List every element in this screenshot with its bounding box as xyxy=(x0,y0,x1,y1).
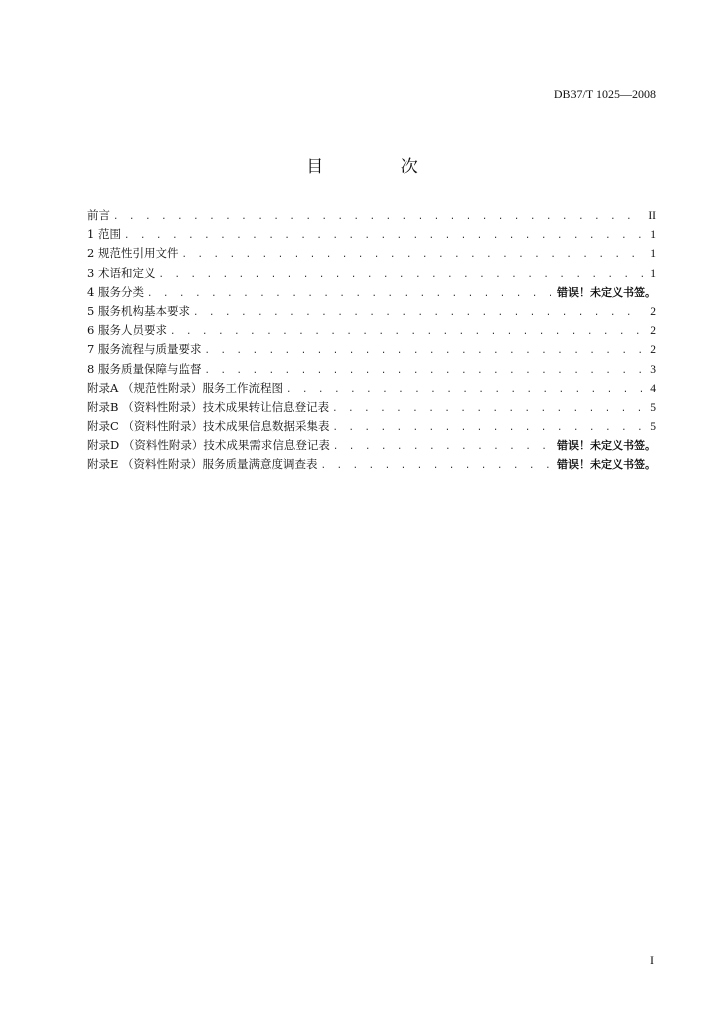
toc-entry-page: 1 xyxy=(650,248,656,261)
toc-entry-label: 6 服务人员要求 xyxy=(87,323,167,338)
toc-leader-dots xyxy=(170,323,644,342)
toc-leader-dots xyxy=(147,285,551,304)
toc-entry-label: 附录D （资料性附录）技术成果需求信息登记表 xyxy=(87,438,330,453)
toc-entry-appendix-a[interactable] xyxy=(87,379,656,398)
toc-entry-terms-definitions[interactable] xyxy=(87,264,656,283)
toc-entry-page: 5 xyxy=(650,421,656,434)
toc-entry-label: 3 术语和定义 xyxy=(87,265,156,280)
toc-entry-appendix-b[interactable] xyxy=(87,398,656,417)
toc-entry-label: 附录B （资料性附录）技术成果转让信息登记表 xyxy=(87,399,330,414)
toc-entry-page: 4 xyxy=(650,382,656,395)
toc-entry-page: 3 xyxy=(650,363,656,376)
toc-entry-label: 2 规范性引用文件 xyxy=(87,246,179,261)
toc-entry-normative-references[interactable] xyxy=(87,244,656,263)
toc-entry-page-error: 错误！未定义书签。 xyxy=(557,439,656,453)
toc-entry-foreword[interactable] xyxy=(87,206,656,225)
toc-entry-page: 2 xyxy=(650,344,656,357)
toc-entry-page: 2 xyxy=(650,325,656,338)
toc-entry-appendix-d[interactable] xyxy=(87,436,656,455)
toc-entry-appendix-c[interactable] xyxy=(87,417,656,436)
toc-entry-label: 附录E （资料性附录）服务质量满意度调查表 xyxy=(87,457,318,472)
toc-leader-dots xyxy=(321,457,551,476)
toc-leader-dots xyxy=(204,342,644,361)
toc-leader-dots xyxy=(181,246,644,265)
toc-entry-label: 前言 xyxy=(87,208,110,222)
toc-entry-page: II xyxy=(648,210,656,222)
toc-entry-label: 5 服务机构基本要求 xyxy=(87,303,190,318)
toc-leader-dots xyxy=(286,381,644,400)
page-number: I xyxy=(650,953,654,967)
toc-entry-appendix-e[interactable] xyxy=(87,455,656,474)
toc-entry-page: 1 xyxy=(650,267,656,280)
toc-entry-page: 5 xyxy=(650,401,656,414)
toc-entry-label: 8 服务质量保障与监督 xyxy=(87,361,202,376)
toc-entry-page: 1 xyxy=(650,229,656,242)
toc-entry-service-classification[interactable] xyxy=(87,283,656,302)
toc-leader-dots xyxy=(124,227,644,246)
toc-entry-label: 7 服务流程与质量要求 xyxy=(87,342,202,357)
toc-leader-dots xyxy=(333,438,551,457)
toc-list xyxy=(87,206,656,475)
toc-leader-dots xyxy=(332,400,644,419)
toc-entry-quality-assurance[interactable] xyxy=(87,360,656,379)
toc-entry-label: 附录C （资料性附录）技术成果信息数据采集表 xyxy=(87,419,330,434)
toc-entry-label: 附录A （规范性附录）服务工作流程图 xyxy=(87,380,283,395)
standard-code: DB37/T 1025—2008 xyxy=(553,87,656,101)
toc-entry-page: 2 xyxy=(650,305,656,318)
toc-entry-personnel-requirements[interactable] xyxy=(87,321,656,340)
toc-entry-process-quality[interactable] xyxy=(87,340,656,359)
toc-entry-scope[interactable] xyxy=(87,225,656,244)
toc-entry-organization-requirements[interactable] xyxy=(87,302,656,321)
toc-leader-dots xyxy=(193,304,644,323)
toc-entry-label: 1 范围 xyxy=(87,227,121,242)
toc-entry-page-error: 错误！未定义书签。 xyxy=(557,458,656,472)
toc-entry-page-error: 错误！未定义书签。 xyxy=(557,285,656,299)
toc-leader-dots xyxy=(113,208,642,227)
toc-title: 目 次 xyxy=(306,157,454,177)
toc-entry-label: 4 服务分类 xyxy=(87,284,144,299)
